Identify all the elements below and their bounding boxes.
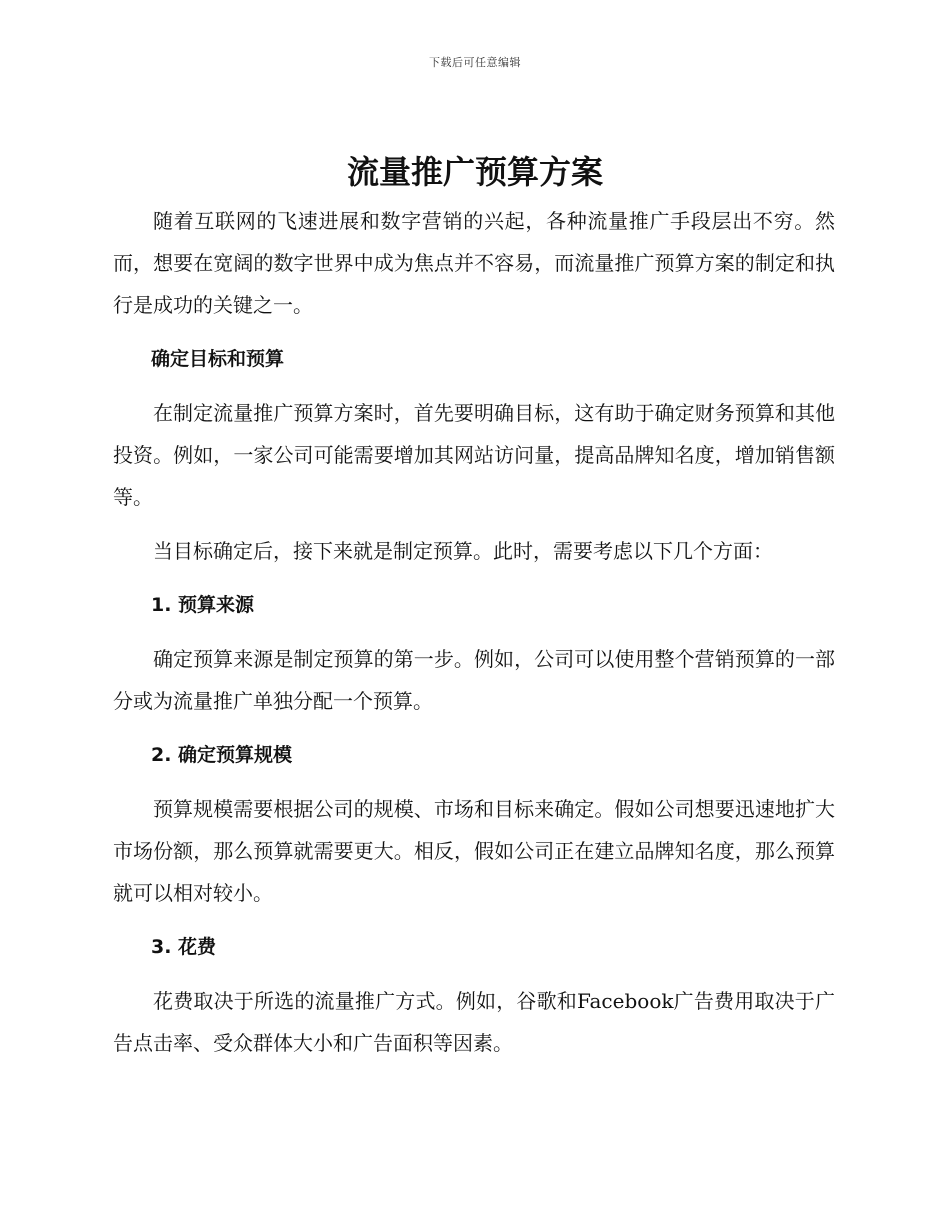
paragraph-spending: 花费取决于所选的流量推广方式。例如，谷歌和Facebook广告费用取决于广告点击率、受众群体大小和广告面积等因素。 xyxy=(113,989,835,1055)
section-heading-spending: 3. 花费 xyxy=(151,936,217,958)
paragraph-budget-source: 确定预算来源是制定预算的第一步。例如，公司可以使用整个营销预算的一部分或为流量推广单独分配一个预算。 xyxy=(113,647,835,713)
section-heading-goals-budget: 确定目标和预算 xyxy=(151,348,285,370)
section-heading-budget-scale: 2. 确定预算规模 xyxy=(151,744,293,766)
paragraph-goals: 在制定流量推广预算方案时，首先要明确目标，这有助于确定财务预算和其他投资。例如，一家公司可能需要增加其网站访问量，提高品牌知名度，增加销售额等。 xyxy=(113,401,835,509)
header-note: 下载后可任意编辑 xyxy=(429,56,521,69)
document-title: 流量推广预算方案 xyxy=(346,153,603,191)
section-heading-budget-source: 1. 预算来源 xyxy=(151,594,255,616)
intro-paragraph: 随着互联网的飞速进展和数字营销的兴起，各种流量推广手段层出不穷。然而，想要在宽阔的数字世界中成为焦点并不容易，而流量推广预算方案的制定和执行是成功的关键之一。 xyxy=(113,209,835,317)
document-body xyxy=(113,200,835,1064)
paragraph-budget-intro: 当目标确定后，接下来就是制定预算。此时，需要考虑以下几个方面： xyxy=(153,539,773,563)
paragraph-budget-scale: 预算规模需要根据公司的规模、市场和目标来确定。假如公司想要迅速地扩大市场份额，那么预算就需要更大。相反，假如公司正在建立品牌知名度，那么预算就可以相对较小。 xyxy=(113,797,835,905)
